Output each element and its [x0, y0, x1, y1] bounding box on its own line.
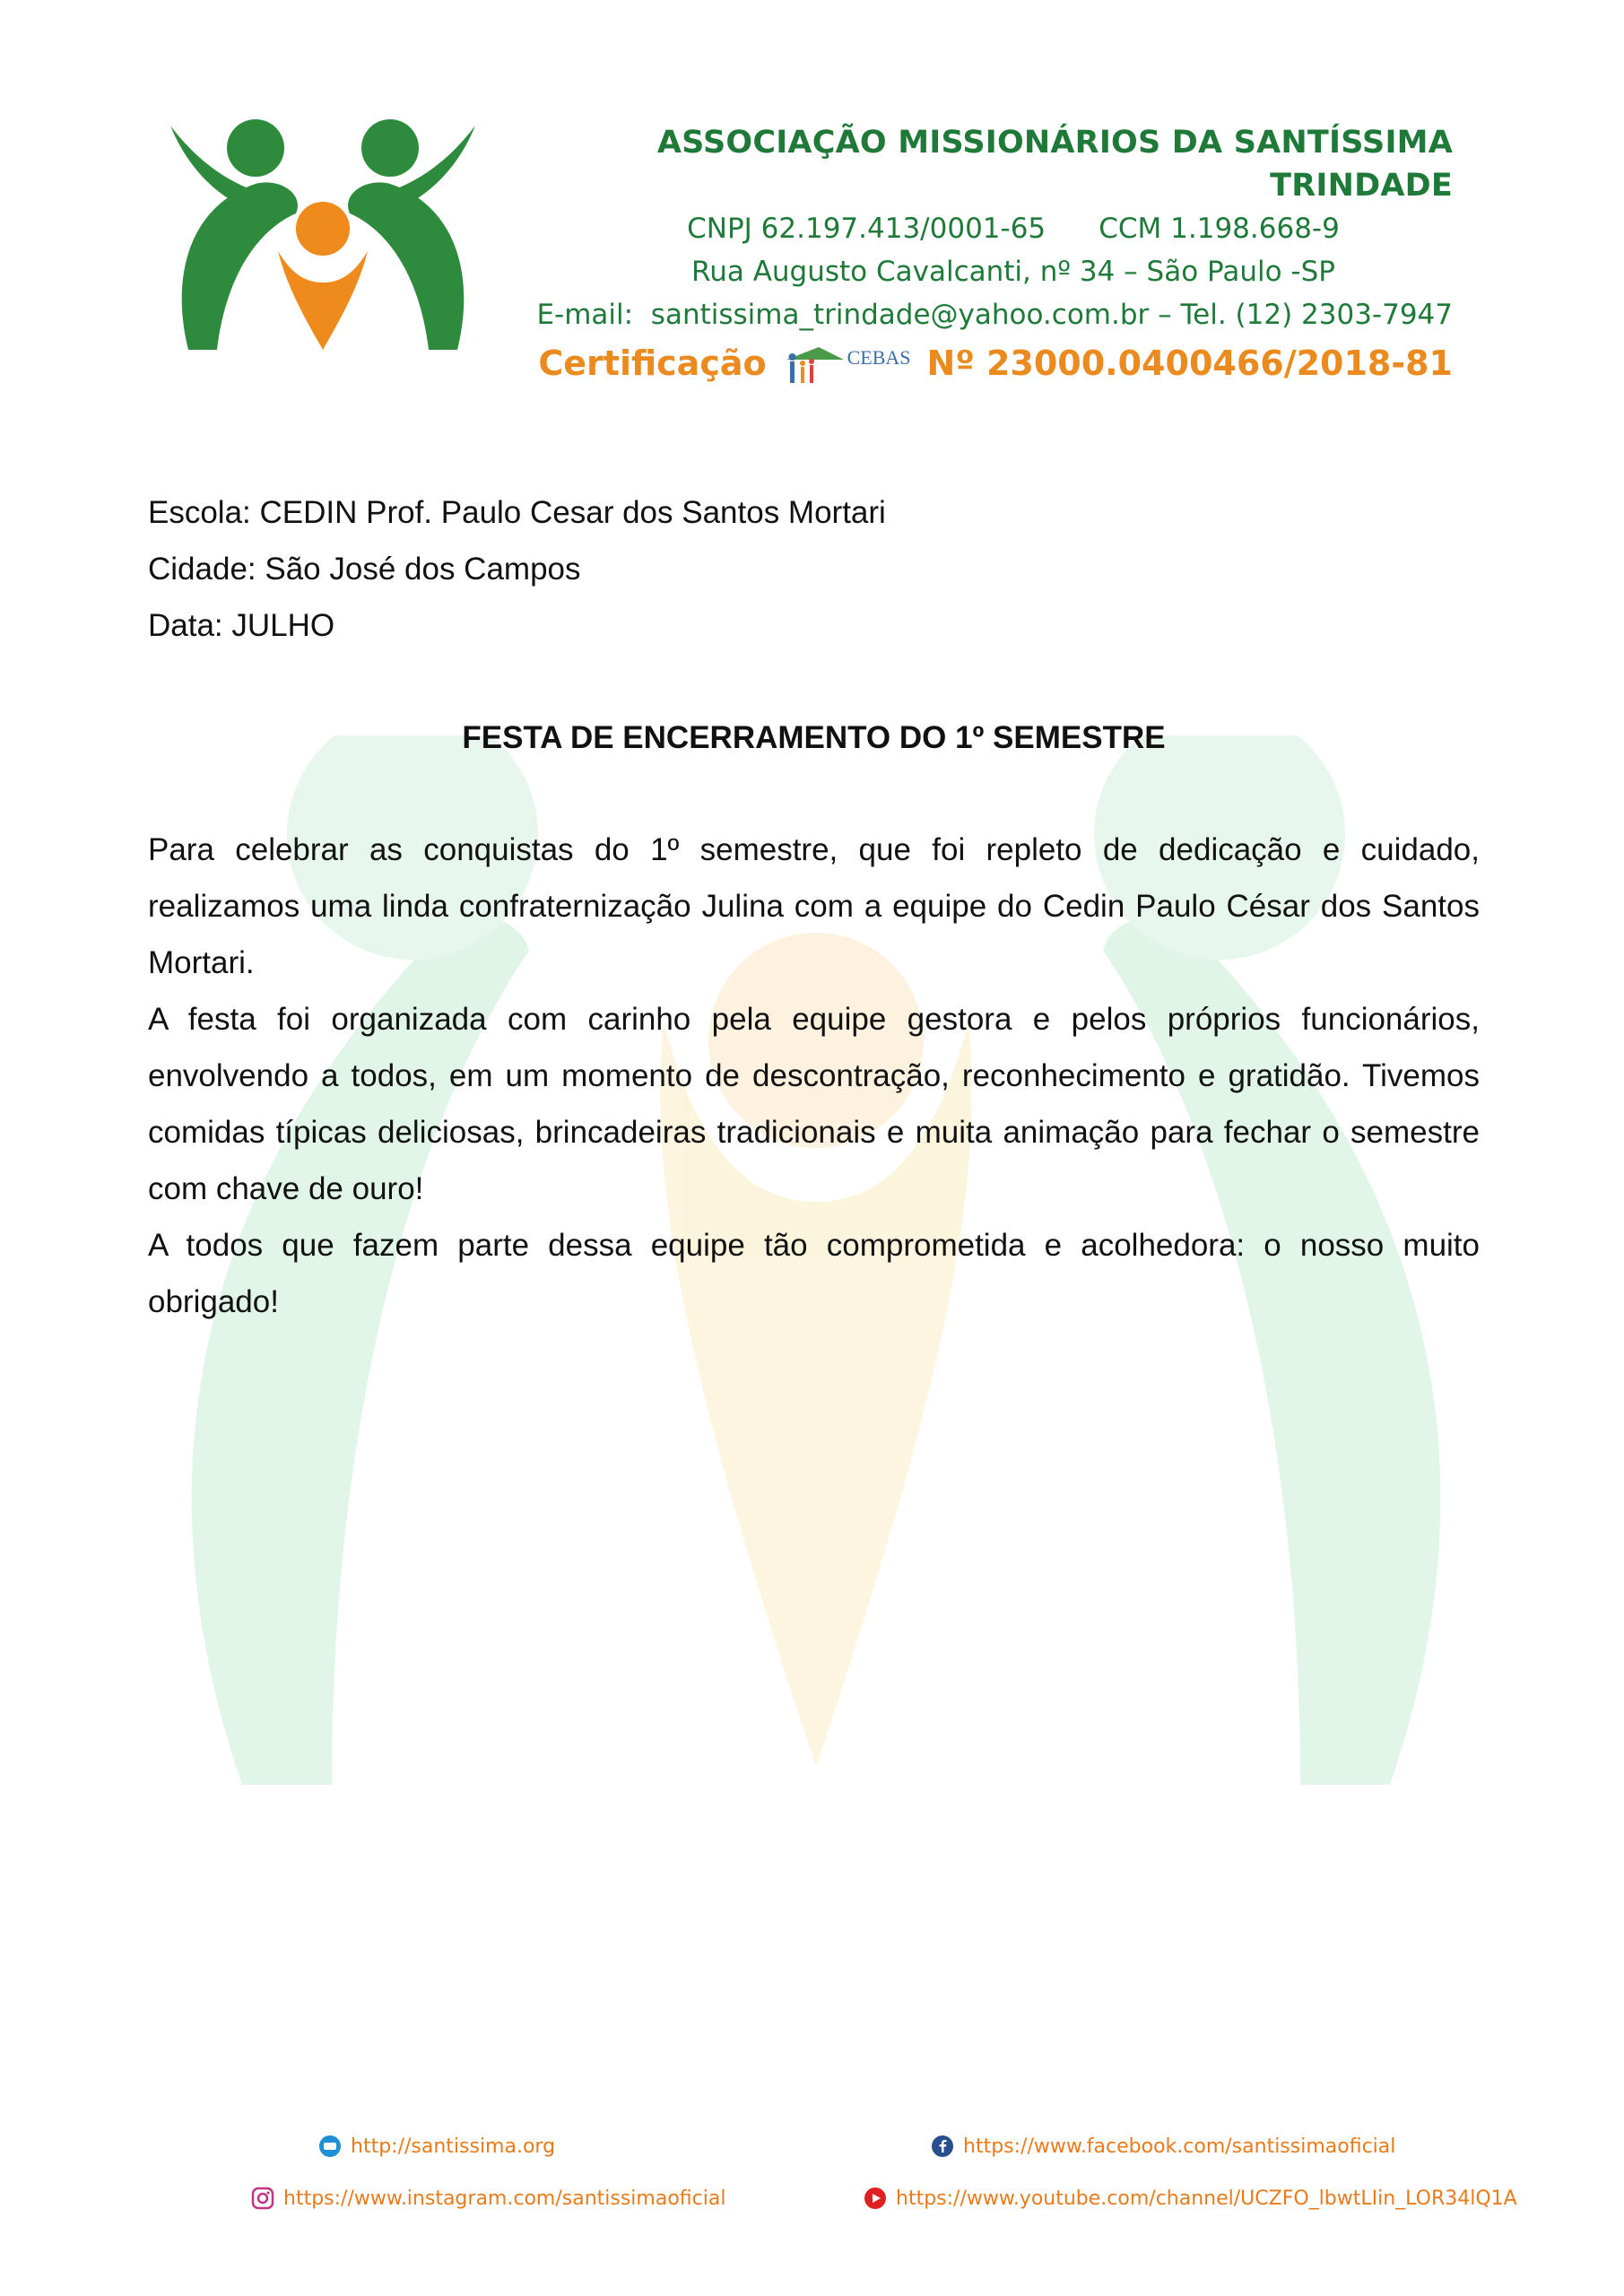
organization-name: ASSOCIAÇÃO MISSIONÁRIOS DA SANTÍSSIMA TRINDADE [656, 125, 1453, 204]
certification-label: Certificação [538, 344, 767, 383]
contact-line: E-mail: santissima_trindade@yahoo.com.br – Tel. (12) 2303-7947 [536, 299, 1453, 331]
cnpj-ccm: CNPJ 62.197.413/0001-65 CCM 1.198.668-9 [687, 213, 1340, 245]
facebook-url: https://www.facebook.com/santissimaoficial [963, 2135, 1396, 2158]
footer [0, 2135, 1624, 2224]
school-line: Escola: CEDIN Prof. Paulo Cesar dos Santos Mortari [148, 495, 886, 530]
cebas-icon [783, 344, 846, 385]
paragraph-2: A festa foi organizada com carinho pela equipe gestora e pelos próprios funcionários, envolvendo a todos, em um momento de descontração, reconhecimento e gratidão. Tivemos comidas típicas deliciosas, brincadeiras tradicionais e muita animação para fechar o semestre com chave de ouro! [148, 1002, 1480, 1206]
youtube-link[interactable] [864, 2187, 1517, 2210]
document-title: FESTA DE ENCERRAMENTO DO 1º SEMESTRE [462, 720, 1166, 755]
instagram-icon [251, 2187, 274, 2210]
youtube-url: https://www.youtube.com/channel/UCZFO_lbwtLIin_LOR34lQ1A [896, 2187, 1517, 2210]
address: Rua Augusto Cavalcanti, nº 34 – São Paulo -SP [691, 256, 1335, 288]
facebook-icon [931, 2135, 954, 2158]
paragraph-1: Para celebrar as conquistas do 1º semestre, que foi repleto de dedicação e cuidado, realizamos uma linda confraternização Julina com a equipe do Cedin Paulo César dos Santos Mortari. [148, 832, 1480, 980]
instagram-url: https://www.instagram.com/santissimaoficial [283, 2187, 726, 2210]
letterhead [0, 0, 1624, 383]
instagram-link[interactable] [251, 2187, 725, 2210]
youtube-icon [864, 2187, 887, 2210]
document-body [148, 484, 1480, 1330]
website-url: http://santissima.org [351, 2135, 556, 2158]
city-line: Cidade: São José dos Campos [148, 552, 581, 587]
facebook-link[interactable] [931, 2135, 1395, 2158]
certification-line [502, 340, 1453, 387]
certification-number: Nº 23000.0400466/2018-81 [926, 344, 1453, 383]
association-logo [170, 108, 475, 359]
website-link[interactable] [318, 2135, 555, 2158]
date-line: Data: JULHO [148, 608, 335, 643]
cebas-text: CEBAS [847, 346, 911, 369]
cebas-logo [783, 342, 911, 385]
paragraph-3: A todos que fazem parte dessa equipe tão comprometida e acolhedora: o nosso muito obrigado! [148, 1228, 1480, 1319]
website-icon [318, 2135, 342, 2158]
organization-info [502, 121, 1453, 387]
